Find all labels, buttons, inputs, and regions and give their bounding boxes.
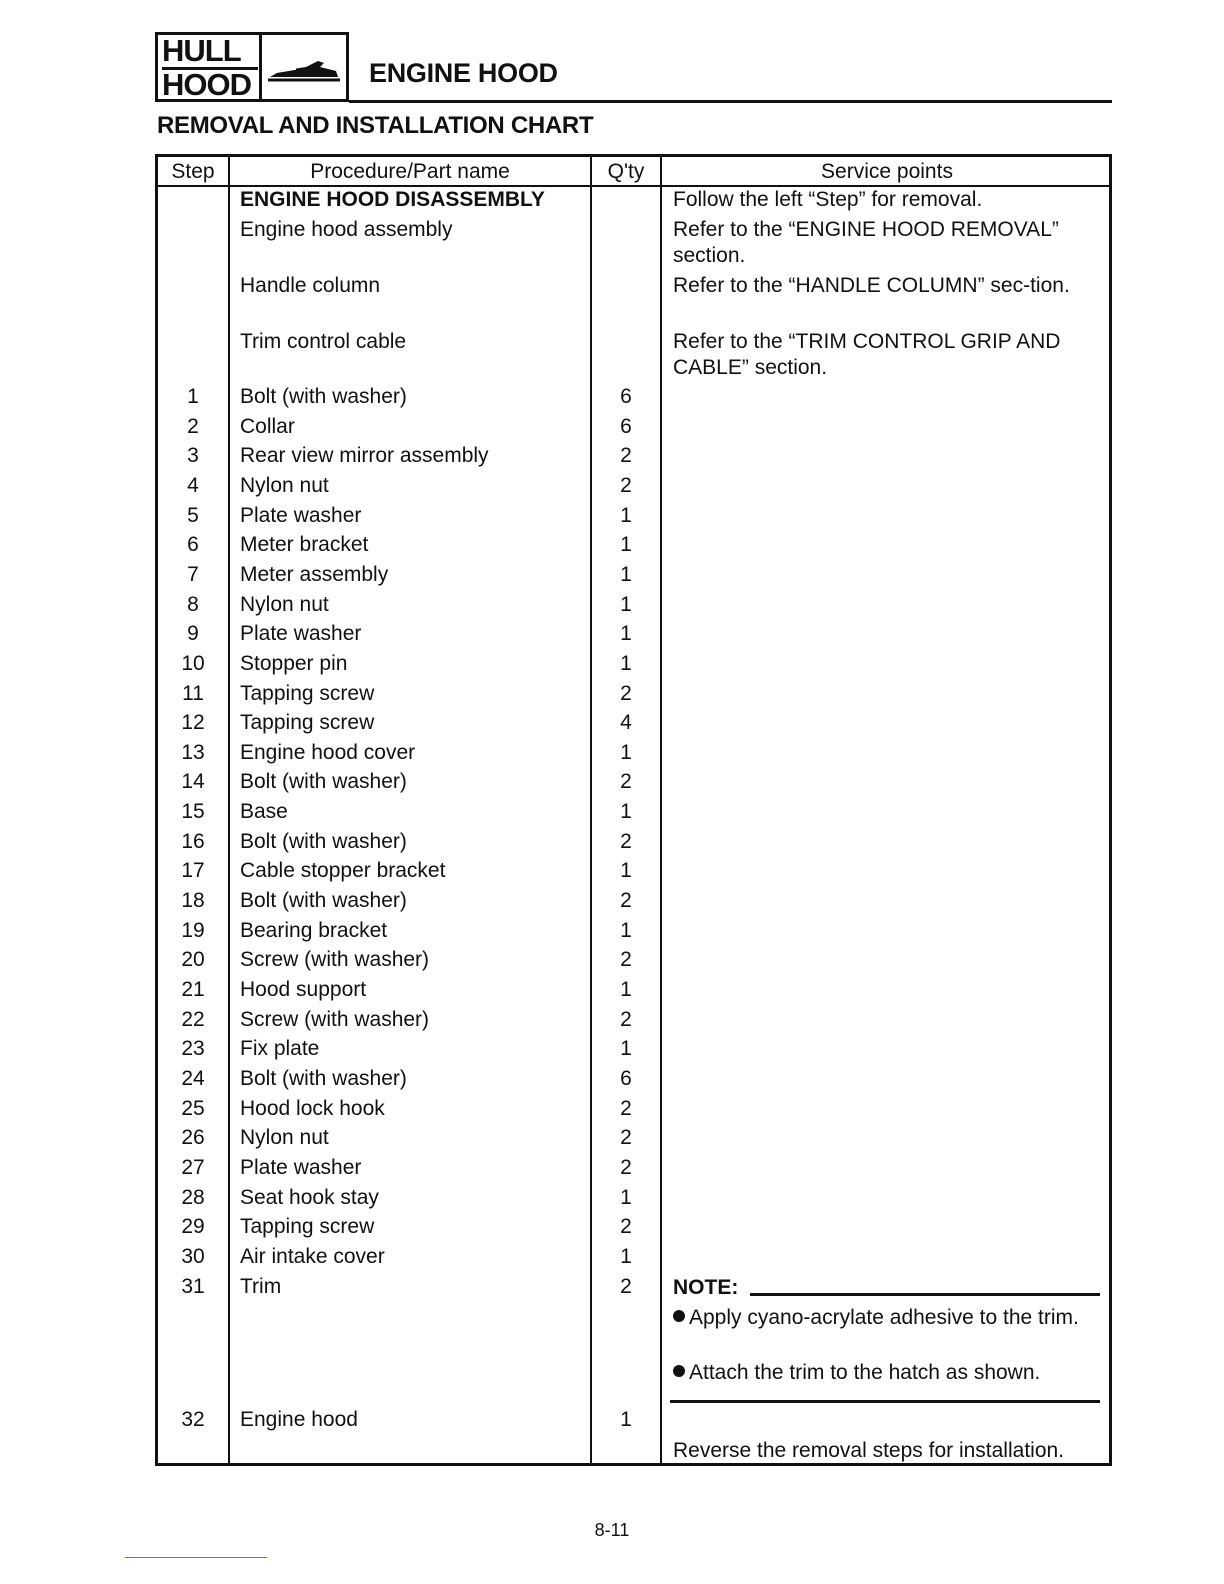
step-number: 7 bbox=[187, 563, 199, 586]
step-number: 27 bbox=[181, 1156, 205, 1179]
step-number: 15 bbox=[181, 800, 205, 823]
step-number: 6 bbox=[187, 533, 199, 556]
note-top-rule bbox=[750, 1293, 1100, 1296]
part-qty: 2 bbox=[620, 1215, 632, 1238]
header-step: Step bbox=[171, 160, 215, 183]
step-number: 19 bbox=[181, 919, 205, 942]
part-qty: 1 bbox=[620, 741, 632, 764]
part-qty: 6 bbox=[620, 1067, 632, 1090]
part-name: Hood support bbox=[240, 978, 367, 1001]
step-number: 31 bbox=[181, 1275, 205, 1298]
part-name: Hood lock hook bbox=[240, 1097, 385, 1120]
part-qty: 4 bbox=[620, 711, 632, 734]
part-name: Trim bbox=[240, 1275, 282, 1298]
header-service: Service points bbox=[821, 160, 953, 183]
part-name: Bearing bracket bbox=[240, 919, 388, 942]
part-name: Bolt (with washer) bbox=[240, 830, 407, 853]
step-number: 5 bbox=[187, 504, 199, 527]
part-qty: 6 bbox=[620, 415, 632, 438]
part-qty: 2 bbox=[620, 1008, 632, 1031]
part-name: Meter assembly bbox=[240, 563, 389, 586]
step-number: 23 bbox=[181, 1037, 205, 1060]
part-qty: 2 bbox=[620, 444, 632, 467]
header-procedure: Procedure/Part name bbox=[310, 160, 510, 183]
header-rule bbox=[349, 100, 1112, 103]
part-qty: 1 bbox=[620, 622, 632, 645]
note-bullet-text: Attach the trim to the hatch as shown. bbox=[689, 1361, 1041, 1384]
part-name: Collar bbox=[240, 415, 295, 438]
part-name: Bolt (with washer) bbox=[240, 1067, 407, 1090]
part-name: Nylon nut bbox=[240, 474, 329, 497]
part-qty: 1 bbox=[620, 652, 632, 675]
step-number: 26 bbox=[181, 1126, 205, 1149]
part-qty: 2 bbox=[620, 1097, 632, 1120]
step-number: 1 bbox=[187, 385, 199, 408]
part-name: Bolt (with washer) bbox=[240, 889, 407, 912]
part-name: Nylon nut bbox=[240, 1126, 329, 1149]
step-number: 3 bbox=[187, 444, 199, 467]
part-name: Nylon nut bbox=[240, 593, 329, 616]
header-qty: Q'ty bbox=[607, 160, 645, 183]
part-name: Rear view mirror assembly bbox=[240, 444, 489, 467]
part-name: Base bbox=[240, 800, 288, 823]
note-bullet bbox=[673, 1304, 1103, 1331]
part-name: Bolt (with washer) bbox=[240, 770, 407, 793]
part-qty: 1 bbox=[620, 1408, 632, 1431]
step-number: 11 bbox=[182, 682, 204, 705]
watercraft-icon bbox=[266, 49, 342, 89]
part-name: Tapping screw bbox=[240, 682, 375, 705]
chapter-title: ENGINE HOOD bbox=[369, 58, 558, 88]
step-number: 29 bbox=[181, 1215, 205, 1238]
part-qty: 1 bbox=[620, 563, 632, 586]
bullet-icon bbox=[673, 1310, 685, 1322]
part-name: Air intake cover bbox=[240, 1245, 385, 1268]
part-qty: 1 bbox=[620, 800, 632, 823]
part-name: Bolt (with washer) bbox=[240, 385, 407, 408]
removal-chart-table bbox=[155, 154, 1112, 1466]
intro-note: Refer to the “TRIM CONTROL GRIP AND CABLE” section. bbox=[673, 330, 1061, 379]
footer-line bbox=[125, 1557, 267, 1558]
intro-note: Refer to the “HANDLE COLUMN” sec-tion. bbox=[673, 274, 1070, 297]
step-number: 13 bbox=[181, 741, 205, 764]
bullet-icon bbox=[673, 1365, 685, 1377]
part-qty: 1 bbox=[620, 593, 632, 616]
step-number: 28 bbox=[181, 1186, 205, 1209]
note-bullet-text: Apply cyano-acrylate adhesive to the trim. bbox=[689, 1306, 1079, 1329]
column-divider bbox=[228, 157, 230, 1463]
note-bottom-rule bbox=[670, 1400, 1100, 1403]
part-qty: 1 bbox=[620, 504, 632, 527]
part-name: Engine hood cover bbox=[240, 741, 416, 764]
part-qty: 1 bbox=[620, 1186, 632, 1209]
step-number: 32 bbox=[181, 1408, 205, 1431]
logo-text-box bbox=[158, 33, 262, 102]
part-qty: 1 bbox=[620, 978, 632, 1001]
part-name: Tapping screw bbox=[240, 711, 375, 734]
step-number: 4 bbox=[187, 474, 199, 497]
note-bullet bbox=[673, 1359, 1103, 1386]
part-qty: 2 bbox=[620, 1275, 632, 1298]
step-number: 2 bbox=[187, 415, 199, 438]
part-qty: 2 bbox=[620, 830, 632, 853]
part-qty: 1 bbox=[620, 533, 632, 556]
part-name: Fix plate bbox=[240, 1037, 320, 1060]
step-number: 9 bbox=[187, 622, 199, 645]
part-name: Screw (with washer) bbox=[240, 948, 430, 971]
step-number: 24 bbox=[181, 1067, 205, 1090]
part-name: Plate washer bbox=[240, 504, 362, 527]
step-number: 22 bbox=[181, 1008, 205, 1031]
part-name: Stopper pin bbox=[240, 652, 348, 675]
note-label-text: NOTE: bbox=[673, 1276, 739, 1299]
part-qty: 2 bbox=[620, 889, 632, 912]
logo-line-hull: HULL bbox=[162, 35, 258, 70]
hull-hood-logo bbox=[155, 32, 349, 102]
step-number: 12 bbox=[181, 711, 205, 734]
disassembly-note: Follow the left “Step” for removal. bbox=[673, 188, 983, 211]
section-title: REMOVAL AND INSTALLATION CHART bbox=[157, 112, 594, 139]
part-name: Tapping screw bbox=[240, 1215, 375, 1238]
step-number: 25 bbox=[181, 1097, 205, 1120]
part-qty: 2 bbox=[620, 474, 632, 497]
step-number: 10 bbox=[181, 652, 205, 675]
intro-note: Refer to the “ENGINE HOOD REMOVAL” section. bbox=[673, 218, 1059, 267]
part-qty: 1 bbox=[620, 859, 632, 882]
part-name: Plate washer bbox=[240, 1156, 362, 1179]
part-name: Meter bracket bbox=[240, 533, 369, 556]
step-number: 21 bbox=[181, 978, 205, 1001]
note-label bbox=[673, 1275, 738, 1301]
part-qty: 2 bbox=[620, 682, 632, 705]
part-qty: 6 bbox=[620, 385, 632, 408]
step-number: 16 bbox=[181, 830, 205, 853]
step-number: 20 bbox=[181, 948, 205, 971]
part-qty: 2 bbox=[620, 948, 632, 971]
step-number: 30 bbox=[181, 1245, 205, 1268]
part-name: Plate washer bbox=[240, 622, 362, 645]
intro-item: Trim control cable bbox=[240, 330, 407, 353]
step-number: 8 bbox=[187, 593, 199, 616]
part-name: Seat hook stay bbox=[240, 1186, 379, 1209]
logo-line-hood: HOOD bbox=[162, 67, 251, 102]
intro-item: Engine hood assembly bbox=[240, 218, 453, 241]
part-name: Screw (with washer) bbox=[240, 1008, 430, 1031]
step-number: 14 bbox=[181, 770, 205, 793]
disassembly-title: ENGINE HOOD DISASSEMBLY bbox=[240, 188, 545, 211]
part-qty: 2 bbox=[620, 1126, 632, 1149]
step-number: 17 bbox=[181, 859, 205, 882]
part-qty: 2 bbox=[620, 770, 632, 793]
part-qty: 1 bbox=[620, 1037, 632, 1060]
page-number: 8-11 bbox=[594, 1520, 630, 1540]
part-name: Engine hood bbox=[240, 1408, 358, 1431]
part-qty: 1 bbox=[620, 919, 632, 942]
intro-item: Handle column bbox=[240, 274, 381, 297]
step-number: 18 bbox=[181, 889, 205, 912]
installation-note: Reverse the removal steps for installation. bbox=[673, 1439, 1065, 1462]
part-qty: 2 bbox=[620, 1156, 632, 1179]
part-qty: 1 bbox=[620, 1245, 632, 1268]
part-name: Cable stopper bracket bbox=[240, 859, 446, 882]
